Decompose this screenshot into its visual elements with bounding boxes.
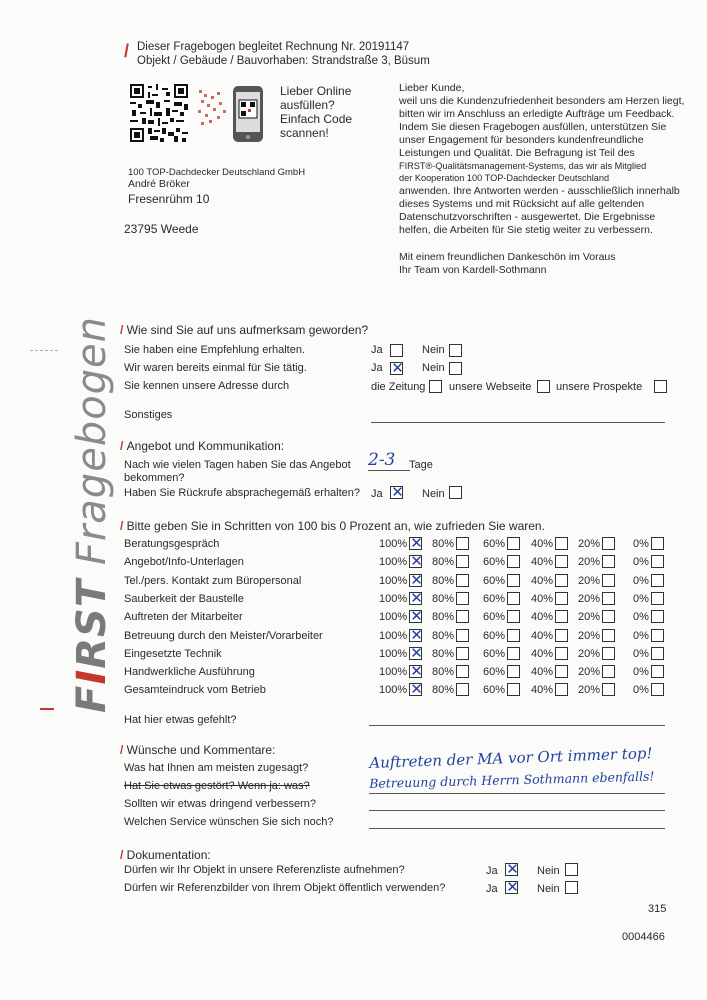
q-verbessern: Sollten wir etwas dringend verbessern? [124,798,316,810]
percent-label: 20% [578,684,601,696]
percent-label: 60% [483,611,506,623]
letter-line: bitten wir im Anschluss an erledigte Aufträge um Feedback. [399,107,675,120]
percent-label: 20% [578,648,601,660]
q-adresse: Sie kennen unsere Adresse durch [124,380,290,392]
q-empfehlung: Sie haben eine Empfehlung erhalten. [124,344,306,356]
tage-unit-label: Tage [409,459,433,471]
answer-line [369,828,665,829]
percent-label: 80% [432,593,455,605]
percent-label: 80% [432,648,455,660]
percent-label: 20% [578,593,601,605]
check-mark: ✕ [410,626,423,644]
percent-label: 80% [432,684,455,696]
rating-checkbox[interactable] [651,665,664,678]
letter-line: der Kooperation 100 TOP-Dachdecker Deutschland [399,173,610,184]
address-name: André Bröker [128,178,190,190]
rating-checkbox[interactable] [456,610,469,623]
percent-label: 40% [531,611,554,623]
checkbox-empfehlung-nein[interactable] [449,344,462,357]
rating-checkbox[interactable] [555,610,568,623]
rating-checkbox[interactable] [602,574,615,587]
rating-checkbox[interactable] [602,647,615,660]
option-zeitung-label: die Zeitung [371,381,426,393]
percent-label: 40% [531,538,554,550]
q-service: Welchen Service wünschen Sie sich noch? [124,816,334,828]
check-mark: ✕ [410,680,423,698]
check-mark: ✕ [410,662,423,680]
section-title-text: Angebot und Kommunikation: [126,439,285,453]
option-webseite-label: unsere Webseite [449,381,532,393]
percent-label: 60% [483,630,506,642]
percent-label: 80% [432,538,455,550]
percent-label: 20% [578,575,601,587]
section-angebot-title: / Angebot und Kommunikation: [120,439,285,453]
percent-label: 60% [483,666,506,678]
checkbox-bereits-ja[interactable] [390,359,404,377]
letter-line: Indem Sie diesen Fragebogen ausfüllen, unterstützen Sie [399,120,667,133]
rating-checkbox[interactable] [409,680,423,698]
check-mark: ✕ [410,644,423,662]
rating-checkbox[interactable] [507,574,520,587]
checkbox-rueckrufe-nein[interactable] [449,486,462,499]
rating-checkbox[interactable] [651,574,664,587]
letter-line: Leistungen und Qualität. Die Befragung ist Teil des [399,146,635,159]
rating-checkbox[interactable] [651,555,664,568]
q-referenzliste: Dürfen wir Ihr Objekt in unsere Referenzliste aufnehmen? [124,864,405,876]
ja-label: Ja [371,362,383,374]
rating-checkbox[interactable] [409,534,423,552]
rating-checkbox[interactable] [507,665,520,678]
percent-label: 100% [379,575,408,587]
rating-checkbox[interactable] [651,683,664,696]
rating-row-label: Handwerkliche Ausführung [124,666,255,678]
percent-label: 100% [379,684,408,696]
letter-line: Datenschutzvorschriften - ausgewertet. Die Ergebnisse [399,211,656,224]
percent-label: 60% [483,648,506,660]
nein-label: Nein [422,344,445,356]
rating-checkbox[interactable] [555,537,568,550]
percent-label: 100% [379,593,408,605]
qr-prompt-line: Lieber Online [280,84,352,98]
percent-label: 0% [633,593,649,605]
percent-label: 0% [633,666,649,678]
ja-label: Ja [486,865,498,877]
percent-label: 60% [483,684,506,696]
letter-line: weil uns die Kundenzufriedenheit besonders am Herzen liegt, [399,95,685,107]
nein-label: Nein [537,883,560,895]
rating-checkbox[interactable] [555,574,568,587]
rating-checkbox[interactable] [602,665,615,678]
rating-row-label: Auftreten der Mitarbeiter [124,611,243,623]
section-aufmerksam-title: / Wie sind Sie auf uns aufmerksam geworden? [120,323,369,337]
q-sonstiges: Sonstiges [124,409,173,421]
address-street: Fresenrühm 10 [128,192,210,206]
check-mark: ✕ [506,860,519,878]
rating-checkbox[interactable] [507,647,520,660]
section-title-text: Wünsche und Kommentare: [126,743,276,757]
checkbox-referenzbilder-nein[interactable] [565,881,578,894]
address-company: 100 TOP-Dachdecker Deutschland GmbH [128,167,306,178]
percent-label: 0% [633,556,649,568]
q-zugesagt: Was hat Ihnen am meisten zugesagt? [124,762,309,774]
ja-label: Ja [371,488,383,500]
letter-line: unser Engagement für besonders kundenfreundliche [399,133,644,146]
rating-checkbox[interactable] [409,552,423,570]
q-referenzbilder: Dürfen wir Referenzbilder von Ihrem Objekt öffentlich verwenden? [124,882,446,894]
checkbox-bereits-nein[interactable] [449,362,462,375]
option-prospekte-label: unsere Prospekte [556,381,643,393]
checkbox-referenzliste-ja[interactable] [505,860,519,878]
header-object: Objekt / Gebäude / Bauvorhaben: Strandstraße 3, Büsum [137,55,430,67]
sonstiges-answer-line[interactable] [371,422,665,423]
percent-label: 40% [531,630,554,642]
letter-signature: Ihr Team von Kardell-Sothmann [399,263,547,276]
fold-mark [30,350,58,351]
rating-checkbox[interactable] [507,592,520,605]
percent-label: 20% [578,666,601,678]
percent-label: 60% [483,538,506,550]
rating-checkbox[interactable] [602,592,615,605]
percent-label: 100% [379,648,408,660]
rating-checkbox[interactable] [409,607,423,625]
percent-label: 100% [379,630,408,642]
rating-checkbox[interactable] [456,647,469,660]
rating-checkbox[interactable] [507,610,520,623]
rating-row-label: Betreuung durch den Meister/Vorarbeiter [124,630,323,642]
percent-label: 0% [633,538,649,550]
rating-checkbox[interactable] [651,647,664,660]
q-tage-line2: bekommen? [124,472,185,484]
percent-label: 100% [379,556,408,568]
tage-answer-line [368,470,410,471]
percent-label: 80% [432,630,455,642]
checkbox-referenzbilder-ja[interactable] [505,878,519,896]
letter-greeting: Lieber Kunde, [399,82,465,94]
header-slash: / [124,41,130,61]
rating-checkbox[interactable] [651,610,664,623]
q-gefehlt: Hat hier etwas gefehlt? [124,714,237,726]
rating-row-label: Sauberkeit der Baustelle [124,593,244,605]
checkbox-prospekte[interactable] [654,380,667,393]
rating-checkbox[interactable] [507,555,520,568]
percent-label: 20% [578,630,601,642]
rating-checkbox[interactable] [555,683,568,696]
qr-prompt-line: scannen! [280,126,329,140]
rating-checkbox[interactable] [602,610,615,623]
percent-label: 100% [379,666,408,678]
rating-checkbox[interactable] [651,592,664,605]
section-title-text: Bitte geben Sie in Schritten von 100 bis 0 Prozent an, wie zufrieden Sie waren. [126,519,545,533]
letter-line: dieses Systems und mit Rücksicht auf alle geltenden [399,198,645,211]
rating-row-label: Eingesetzte Technik [124,648,222,660]
rating-checkbox[interactable] [456,683,469,696]
percent-label: 100% [379,611,408,623]
rating-checkbox[interactable] [602,555,615,568]
rating-row-label: Angebot/Info-Unterlagen [124,556,244,568]
rating-row-label: Gesamteindruck vom Betrieb [124,684,266,696]
percent-label: 40% [531,648,554,660]
q-tage-line1: Nach wie vielen Tagen haben Sie das Angebot [124,459,351,471]
nein-label: Nein [422,488,445,500]
check-mark: ✕ [410,571,423,589]
rating-checkbox[interactable] [456,537,469,550]
checkbox-referenzliste-nein[interactable] [565,863,578,876]
rating-checkbox[interactable] [409,644,423,662]
percent-label: 20% [578,556,601,568]
rating-checkbox[interactable] [507,629,520,642]
percent-label: 80% [432,666,455,678]
answer-line [369,810,665,811]
rating-checkbox[interactable] [456,665,469,678]
checkbox-webseite[interactable] [537,380,550,393]
rating-checkbox[interactable] [555,629,568,642]
serial-number: 0004466 [622,931,665,943]
check-mark: ✕ [410,534,423,552]
check-mark: ✕ [506,878,519,896]
percent-label: 80% [432,556,455,568]
percent-label: 40% [531,666,554,678]
percent-label: 40% [531,556,554,568]
qr-prompt-line: ausfüllen? [280,98,335,112]
letter-line: FIRST®-Qualitätsmanagement-Systems, das wir als Mitglied [399,160,647,171]
percent-label: 80% [432,575,455,587]
nein-label: Nein [537,865,560,877]
address-city: 23795 Weede [124,222,199,236]
percent-label: 0% [633,611,649,623]
rating-checkbox[interactable] [555,592,568,605]
rating-checkbox[interactable] [602,683,615,696]
rating-checkbox[interactable] [456,592,469,605]
letter-line: helfen, die Arbeiten für Sie stetig weiter zu verbessern. [399,224,653,237]
rating-checkbox[interactable] [602,537,615,550]
check-mark: ✕ [410,589,423,607]
page-number: 315 [648,903,667,915]
cover-letter [399,82,689,277]
rating-checkbox[interactable] [651,629,664,642]
gefehlt-answer-line[interactable] [369,725,665,726]
fold-mark [40,708,54,710]
percent-label: 100% [379,538,408,550]
letter-line: anwenden. Ihre Antworten werden - ausschließlich innerhalb [399,185,680,198]
rating-checkbox[interactable] [507,683,520,696]
ja-label: Ja [486,883,498,895]
percent-label: 60% [483,593,506,605]
rating-checkbox[interactable] [409,662,423,680]
rating-checkbox[interactable] [409,626,423,644]
percent-label: 60% [483,556,506,568]
section-wuensche-title: / Wünsche und Kommentare: [120,743,276,757]
answer-line [369,793,665,794]
rating-checkbox[interactable] [602,629,615,642]
rating-checkbox[interactable] [409,589,423,607]
section-zufriedenheit-title: / Bitte geben Sie in Schritten von 100 bis 0 Prozent an, wie zufrieden Sie waren. [120,519,545,533]
rating-checkbox[interactable] [555,647,568,660]
checkbox-rueckrufe-ja[interactable] [390,483,404,501]
tage-answer-handwritten[interactable]: 2-3 [368,450,396,470]
check-mark: ✕ [410,607,423,625]
rating-checkbox[interactable] [456,629,469,642]
check-mark: ✕ [391,483,404,501]
letter-body [399,95,689,237]
qr-code[interactable] [130,84,188,142]
percent-label: 40% [531,593,554,605]
rating-checkbox[interactable] [456,574,469,587]
section-title-text: Dokumentation: [126,848,211,862]
check-mark: ✕ [410,552,423,570]
check-mark: ✕ [391,359,404,377]
percent-label: 40% [531,684,554,696]
answer-zugesagt-line2-handwritten[interactable]: Betreuung durch Herrn Sothmann ebenfalls! [369,768,655,791]
ja-label: Ja [371,344,383,356]
percent-label: 20% [578,538,601,550]
percent-label: 0% [633,575,649,587]
percent-label: 0% [633,630,649,642]
rating-checkbox[interactable] [507,537,520,550]
checkbox-zeitung[interactable] [429,380,442,393]
percent-label: 40% [531,575,554,587]
first-fragebogen-logo: FIRST Fragebogen [69,315,115,713]
q-bereits-taetig: Wir waren bereits einmal für Sie tätig. [124,362,307,374]
rating-checkbox[interactable] [555,665,568,678]
percent-label: 60% [483,575,506,587]
percent-label: 20% [578,611,601,623]
rating-row-label: Tel./pers. Kontakt zum Büropersonal [124,575,302,587]
letter-closing: Mit einem freundlichen Dankeschön im Voraus [399,250,616,263]
percent-label: 80% [432,611,455,623]
q-gestoert: Hat Sie etwas gestört? Wenn ja: was? [124,780,310,792]
rating-checkbox[interactable] [456,555,469,568]
section-dokumentation-title: / Dokumentation: [120,848,211,862]
q-rueckrufe: Haben Sie Rückrufe absprachegemäß erhalten? [124,487,361,499]
section-title-text: Wie sind Sie auf uns aufmerksam geworden? [126,323,369,337]
qr-prompt-line: Einfach Code [280,112,353,126]
rating-checkbox[interactable] [555,555,568,568]
rating-checkbox[interactable] [651,537,664,550]
percent-label: 0% [633,648,649,660]
header-invoice: Dieser Fragebogen begleitet Rechnung Nr. 20191147 [137,41,410,53]
checkbox-empfehlung-ja[interactable] [390,344,403,357]
phone-scan-icon [195,82,275,148]
answer-zugesagt-handwritten[interactable]: Auftreten der MA vor Ort immer top! [369,744,653,772]
nein-label: Nein [422,362,445,374]
qr-prompt [280,84,352,140]
rating-row-label: Beratungsgespräch [124,538,220,550]
rating-checkbox[interactable] [409,571,423,589]
percent-label: 0% [633,684,649,696]
